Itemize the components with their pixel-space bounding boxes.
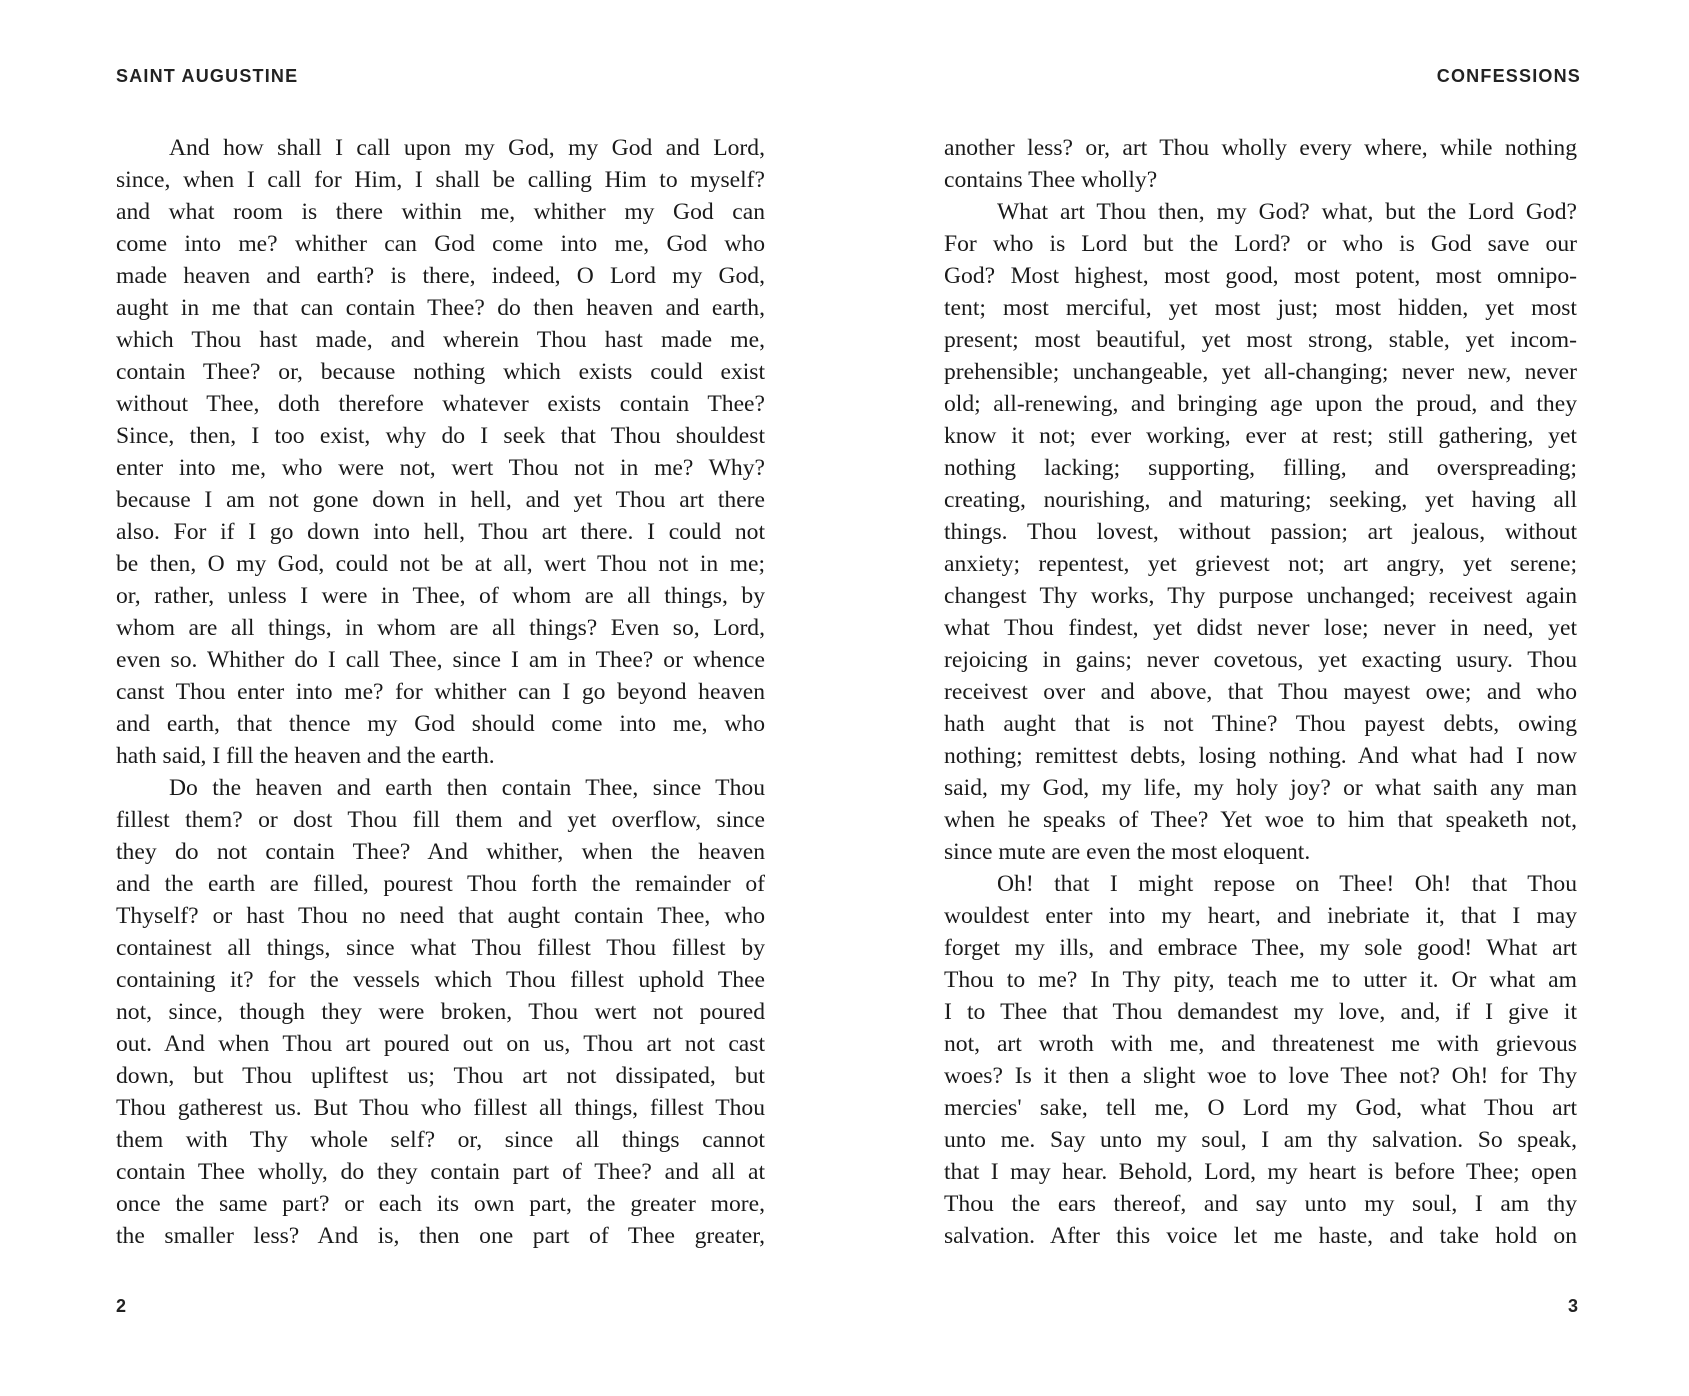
text-line: nothing lacking; supporting, filling, and overspreading;: [944, 455, 1577, 481]
text-line: down, but Thou upliftest us; Thou art not dissipated, but: [116, 1063, 765, 1089]
text-line: because I am not gone down in hell, and yet Thou art there: [116, 487, 765, 513]
text-line: they do not contain Thee? And whither, when the heaven: [116, 839, 765, 865]
text-line: contain Thee wholly, do they contain part of Thee? and all at: [116, 1159, 765, 1185]
text-line: when he speaks of Thee? Yet woe to him that speaketh not,: [944, 807, 1577, 833]
text-line: old; all-renewing, and bringing age upon the proud, and they: [944, 391, 1577, 417]
text-line: since mute are even the most eloquent.: [944, 839, 1311, 865]
text-line: Thou the ears thereof, and say unto my soul, I am thy: [944, 1191, 1577, 1217]
paragraph: [944, 196, 1577, 868]
text-line: unto me. Say unto my soul, I am thy salvation. So speak,: [944, 1127, 1577, 1153]
text-line: that I may hear. Behold, Lord, my heart is before Thee; open: [944, 1159, 1577, 1185]
text-line: aught in me that can contain Thee? do then heaven and earth,: [116, 295, 765, 321]
page-number-left: 2: [116, 1296, 127, 1316]
text-line: I to Thee that Thou demandest my love, and, if I give it: [944, 999, 1577, 1025]
text-line: contain Thee? or, because nothing which exists could exist: [116, 359, 765, 385]
text-line: not, art wroth with me, and threatenest me with grievous: [944, 1031, 1577, 1057]
text-line: and the earth are filled, pourest Thou forth the remainder of: [116, 871, 765, 897]
text-line: fillest them? or dost Thou fill them and yet overflow, since: [116, 807, 765, 833]
paragraph: [944, 868, 1577, 1252]
text-line: salvation. After this voice let me haste, and take hold on: [944, 1223, 1577, 1249]
text-line: enter into me, who were not, wert Thou not in me? Why?: [116, 455, 765, 481]
text-line: another less? or, art Thou wholly every where, while nothing: [944, 135, 1577, 161]
text-line: changest Thy works, Thy purpose unchanged; receivest again: [944, 583, 1577, 609]
text-line: made heaven and earth? is there, indeed, O Lord my God,: [116, 263, 765, 289]
text-line: mercies' sake, tell me, O Lord my God, what Thou art: [944, 1095, 1577, 1121]
text-line: receivest over and above, that Thou mayest owe; and who: [944, 679, 1577, 705]
text-column-left: [116, 132, 765, 1252]
text-line: out. And when Thou art poured out on us, Thou art not cast: [116, 1031, 765, 1057]
text-column-right: [944, 132, 1577, 1252]
paragraph: [116, 772, 765, 1252]
text-line: things. Thou lovest, without passion; art jealous, without: [944, 519, 1577, 545]
text-line: hath aught that is not Thine? Thou payest debts, owing: [944, 711, 1577, 737]
text-line: For who is Lord but the Lord? or who is God save our: [944, 231, 1577, 257]
paragraph: [944, 132, 1577, 196]
text-line: present; most beautiful, yet most strong, stable, yet incom-: [944, 327, 1577, 353]
text-line: Do the heaven and earth then contain Thee, since Thou: [169, 775, 765, 801]
text-line: know it not; ever working, ever at rest; still gathering, yet: [944, 423, 1577, 449]
text-line: Since, then, I too exist, why do I seek that Thou shouldest: [116, 423, 765, 449]
running-head-left: SAINT AUGUSTINE: [116, 66, 299, 86]
text-line: even so. Whither do I call Thee, since I am in Thee? or whence: [116, 647, 765, 673]
text-line: or, rather, unless I were in Thee, of whom are all things, by: [116, 583, 765, 609]
text-line: forget my ills, and embrace Thee, my sole good! What art: [944, 935, 1577, 961]
text-line: what Thou findest, yet didst never lose; never in need, yet: [944, 615, 1577, 641]
text-line: rejoicing in gains; never covetous, yet exacting usury. Thou: [944, 647, 1577, 673]
text-line: containing it? for the vessels which Thou fillest uphold Thee: [116, 967, 765, 993]
text-line: wouldest enter into my heart, and inebriate it, that I may: [944, 903, 1577, 929]
text-line: once the same part? or each its own part, the greater more,: [116, 1191, 765, 1217]
text-line: God? Most highest, most good, most potent, most omnipo-: [944, 263, 1577, 289]
text-line: prehensible; unchangeable, yet all-changing; never new, never: [944, 359, 1577, 385]
text-line: Oh! that I might repose on Thee! Oh! that Thou: [997, 871, 1577, 897]
text-line: be then, O my God, could not be at all, wert Thou not in me;: [116, 551, 765, 577]
text-line: contains Thee wholly?: [944, 167, 1158, 193]
page-number-right: 3: [1567, 1296, 1578, 1316]
text-line: said, my God, my life, my holy joy? or what saith any man: [944, 775, 1577, 801]
text-line: whom are all things, in whom are all things? Even so, Lord,: [116, 615, 765, 641]
text-line: containest all things, since what Thou fillest Thou fillest by: [116, 935, 765, 961]
text-line: anxiety; repentest, yet grievest not; art angry, yet serene;: [944, 551, 1577, 577]
text-line: Thou to me? In Thy pity, teach me to utter it. Or what am: [944, 967, 1577, 993]
text-line: and what room is there within me, whither my God can: [116, 199, 765, 225]
text-line: them with Thy whole self? or, since all things cannot: [116, 1127, 765, 1153]
text-line: come into me? whither can God come into me, God who: [116, 231, 765, 257]
text-line: And how shall I call upon my God, my God and Lord,: [169, 135, 765, 161]
paragraph: [116, 132, 765, 772]
text-line: hath said, I fill the heaven and the earth.: [116, 743, 495, 769]
text-line: since, when I call for Him, I shall be calling Him to myself?: [116, 167, 765, 193]
text-line: not, since, though they were broken, Thou wert not poured: [116, 999, 765, 1025]
text-line: the smaller less? And is, then one part of Thee greater,: [116, 1223, 765, 1249]
text-line: and earth, that thence my God should come into me, who: [116, 711, 765, 737]
text-line: creating, nourishing, and maturing; seeking, yet having all: [944, 487, 1577, 513]
text-line: which Thou hast made, and wherein Thou hast made me,: [116, 327, 765, 353]
text-line: without Thee, doth therefore whatever exists contain Thee?: [116, 391, 765, 417]
text-line: nothing; remittest debts, losing nothing. And what had I now: [944, 743, 1577, 769]
text-line: woes? Is it then a slight woe to love Thee not? Oh! for Thy: [944, 1063, 1577, 1089]
text-line: also. For if I go down into hell, Thou art there. I could not: [116, 519, 765, 545]
text-line: Thou gatherest us. But Thou who fillest all things, fillest Thou: [116, 1095, 765, 1121]
text-line: tent; most merciful, yet most just; most hidden, yet most: [944, 295, 1577, 321]
text-line: Thyself? or hast Thou no need that aught contain Thee, who: [116, 903, 765, 929]
text-line: What art Thou then, my God? what, but the Lord God?: [997, 199, 1577, 225]
running-head-right: CONFESSIONS: [1436, 66, 1581, 86]
text-line: canst Thou enter into me? for whither can I go beyond heaven: [116, 679, 765, 705]
